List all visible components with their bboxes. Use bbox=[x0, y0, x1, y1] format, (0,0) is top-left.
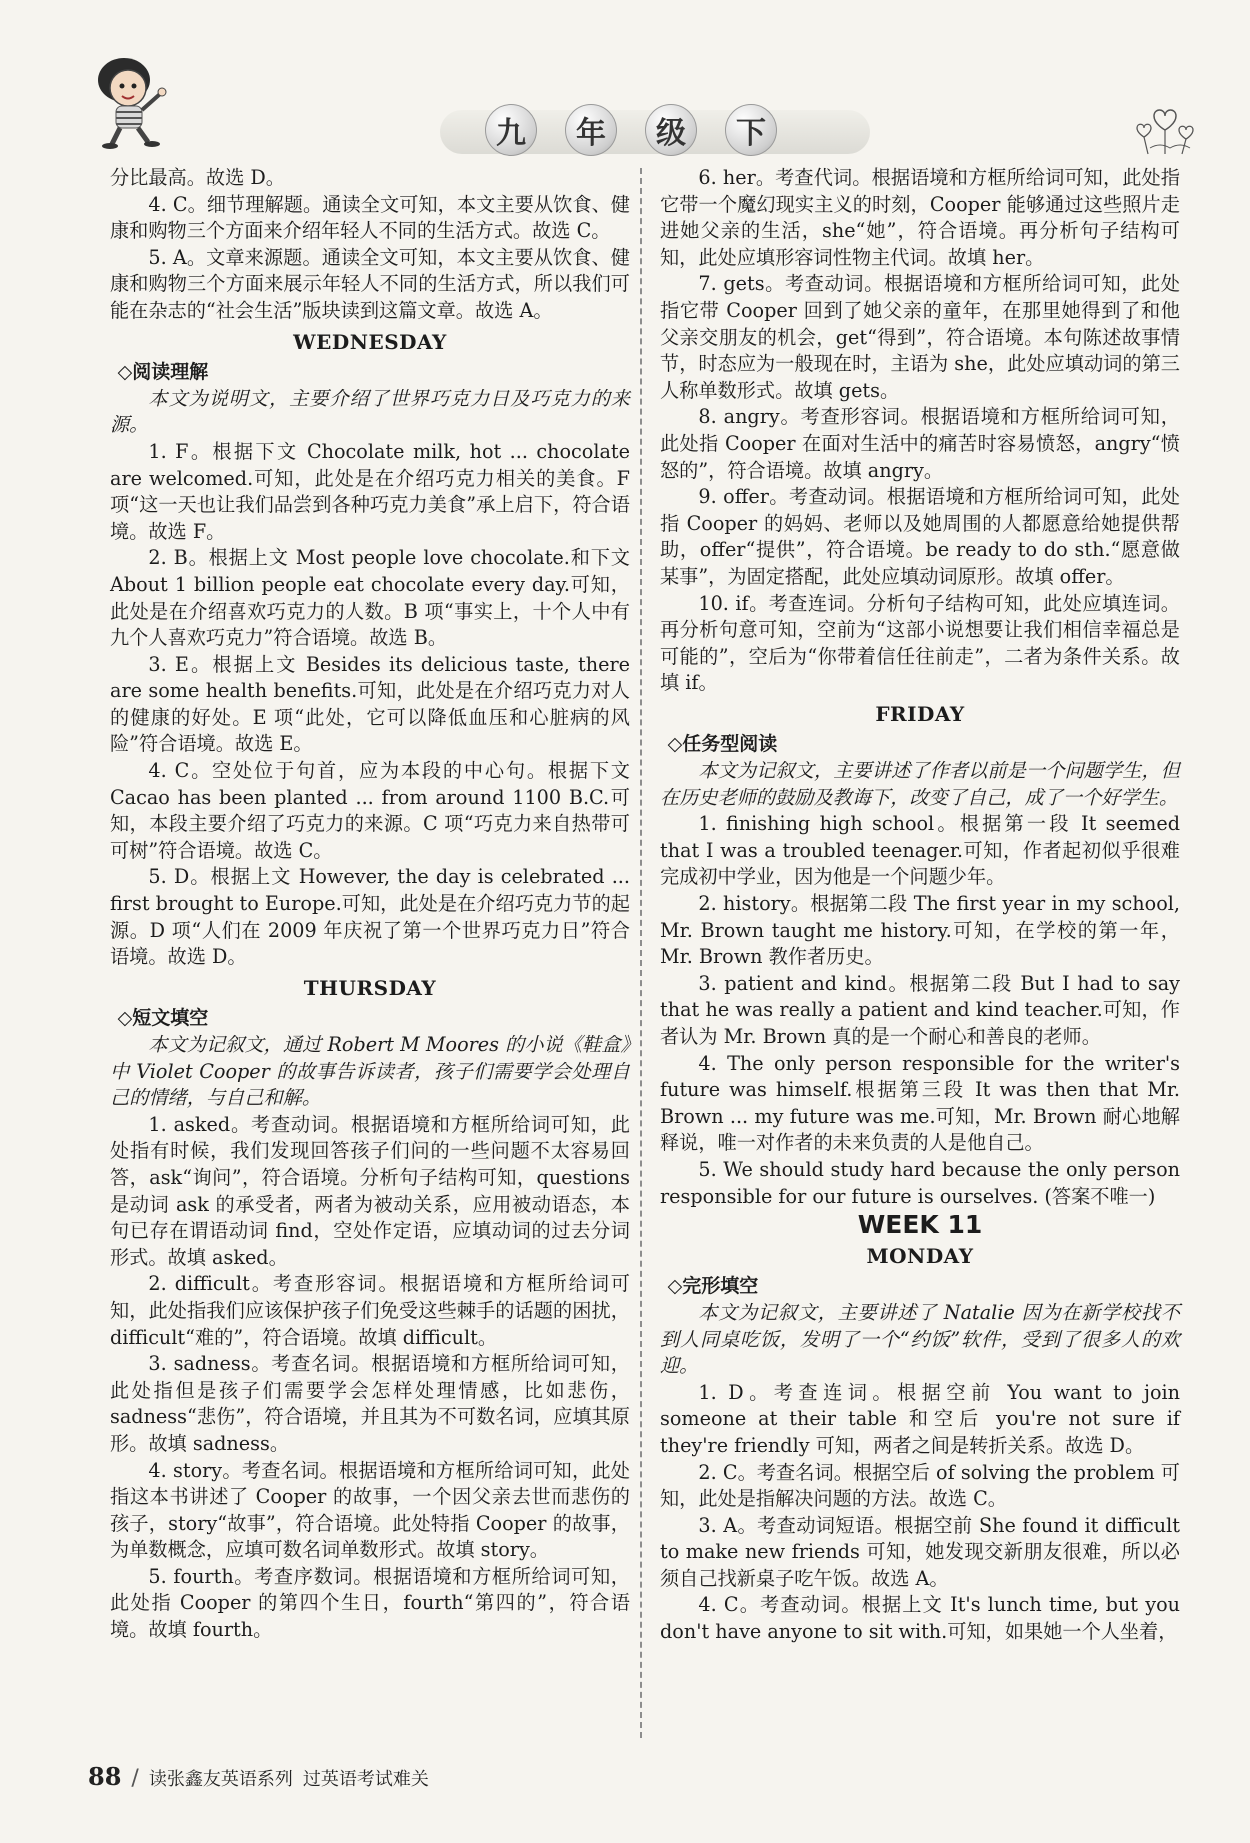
grade-char-3: 级 bbox=[645, 104, 697, 156]
section-heading: ◇任务型阅读 bbox=[667, 733, 778, 756]
passage-intro: 本文为记叙文，主要讲述了 Natalie 因为在新学校找不到人同桌吃饭，发明了一个“约饭”软件，受到了很多人的欢迎。 bbox=[660, 1300, 1180, 1378]
answer-item: 4. The only person responsible for the writer's future was himself.根据第三段 It was then that Mr. Brown ... my future was me.可知，Mr. Brown 耐心地解释说，唯一对作者的未来负责的人是他自己。 bbox=[660, 1051, 1180, 1155]
section-heading: ◇阅读理解 bbox=[117, 361, 209, 384]
answer-item: 3. patient and kind。根据第二段 But I had to say that he was really a patient and kind teacher.可知，作者认为 Mr. Brown 真的是一个耐心和善良的老师。 bbox=[660, 971, 1180, 1048]
answer-item: 5. fourth。考查序数词。根据语境和方框所给词可知，此处指 Cooper 的第四个生日，fourth“第四的”，符合语境。故填 fourth。 bbox=[110, 1564, 630, 1642]
answer-item: 1. F。根据下文 Chocolate milk, hot ... chocolate are welcomed.可知，此处是在介绍巧克力相关的美食。F 项“这一天也让我们品尝到各种巧克力美食”承上启下，符合语境。故选 F。 bbox=[110, 439, 630, 543]
answer-item: 9. offer。考查动词。根据语境和方框所给词可知，此处指 Cooper 的妈妈、老师以及她周围的人都愿意给她提供帮助，offer“提供”，符合语境。be ready to do sth.“愿意做某事”，为固定搭配，此处应填动词原形。故填 offer。 bbox=[660, 485, 1180, 588]
grade-char-2: 年 bbox=[565, 104, 617, 156]
passage-intro: 本文为记叙文，主要讲述了作者以前是一个问题学生，但在历史老师的鼓励及教诲下，改变了自己，成了一个好学生。 bbox=[660, 759, 1180, 809]
answer-item: 7. gets。考查动词。根据语境和方框所给词可知，此处指它带 Cooper 回到了她父亲的童年，在那里她得到了和他父亲交朋友的机会，get“得到”，符合语境。本句陈述故事情节，时态应为一般现在时，主语为 she，此处应填动词的第三人称单数形式。故填 gets。 bbox=[660, 272, 1180, 402]
answer-item: 3. E。根据上文 Besides its delicious taste, there are some health benefits.可知，此处是在介绍巧克力对人的健康的好处。E 项“此处，它可以降低血压和心脏病的风险”符合语境。故选 E。 bbox=[110, 652, 630, 756]
answer-item: 4. C。空处位于句首，应为本段的中心句。根据下文 Cacao has been planted ... from around 1100 B.C.可知，本段主要介绍了巧克力的来源。C 项“巧克力来自热带可可树”符合语境。故选 C。 bbox=[110, 759, 630, 862]
right-column bbox=[660, 165, 1180, 1646]
answer-item: 4. story。考查名词。根据语境和方框所给词可知，此处指这本书讲述了 Cooper 的故事，一个因父亲去世而悲伤的孩子，story“故事”，符合语境。此处特指 Cooper 的故事，为单数概念，应填可数名词单数形式。故填 story。 bbox=[110, 1458, 630, 1562]
passage-intro: 本文为说明文，主要介绍了世界巧克力日及巧克力的来源。 bbox=[110, 386, 630, 437]
grade-char-1: 九 bbox=[485, 104, 537, 156]
paragraph: 4. C。细节理解题。通读全文可知，本文主要从饮食、健康和购物三个方面来介绍年轻人不同的生活方式。故选 C。 bbox=[110, 192, 630, 243]
day-heading-thursday: THURSDAY bbox=[303, 975, 437, 1000]
answer-item: 2. B。根据上文 Most people love chocolate.和下文 About 1 billion people eat chocolate every day.可知，此处是在介绍喜欢巧克力的人数。B 项“事实上，十个人中有九个人喜欢巧克力”符合语境。故选 B。 bbox=[110, 546, 630, 650]
column-divider bbox=[640, 168, 642, 1738]
series-title: 读张鑫友英语系列 bbox=[148, 1769, 293, 1790]
answer-item: 1. finishing high school。根据第一段 It seemed that I was a troubled teenager.可知，作者起初似乎很难完成初中学业，因为他是一个问题少年。 bbox=[660, 812, 1180, 889]
answer-item: 1. D。考查连词。根据空前 You want to join someone at their table 和空后 you're not sure if they're friendly 可知，两者之间是转折关系。故选 D。 bbox=[660, 1380, 1180, 1457]
day-heading-friday: FRIDAY bbox=[875, 701, 965, 726]
answer-item: 3. A。考查动词短语。根据空前 She found it difficult to make new friends 可知，她发现交新朋友很难，所以必须自己找新桌子吃午饭。故选 A。 bbox=[660, 1513, 1180, 1590]
answer-item: 3. sadness。考查名词。根据语境和方框所给词可知，此处指但是孩子们需要学会怎样处理情感，比如悲伤，sadness“悲伤”，符合语境，并且其为不可数名词，应填其原形。故填 sadness。 bbox=[110, 1352, 630, 1455]
answer-item: 1. asked。考查动词。根据语境和方框所给词可知，此处指有时候，我们发现回答孩子们问的一些问题不太容易回答，ask“询问”，符合语境。分析句子结构可知，questions 是动词 ask 的承受者，两者为被动关系，应用被动语态，本句已存在谓语动词 find，空处作定语，应填动词的过去分词形式。故填 asked。 bbox=[110, 1112, 630, 1269]
answer-item: 8. angry。考查形容词。根据语境和方框所给词可知，此处指 Cooper 在面对生活中的痛苦时容易愤怒，angry“愤怒的”，符合语境。故填 angry。 bbox=[660, 405, 1180, 482]
answer-item: 10. if。考查连词。分析句子结构可知，此处应填连词。再分析句意可知，空前为“这部小说想要让我们相信幸福总是可能的”，空后为“你带着信任往前走”，二者为条件关系。故填 if。 bbox=[660, 591, 1180, 695]
answer-item: 6. her。考查代词。根据语境和方框所给词可知，此处指它带一个魔幻现实主义的时刻，Cooper 能够通过这些照片走进她父亲的生活，she“她”，符合语境。再分析句子结构可知，此处应填形容词性物主代词。故填 her。 bbox=[660, 166, 1180, 269]
passage-intro: 本文为记叙文，通过 Robert M Moores 的小说《鞋盒》中 Violet Cooper 的故事告诉读者，孩子们需要学会处理自己的情绪，与自己和解。 bbox=[110, 1033, 630, 1110]
footer-divider: / bbox=[131, 1766, 139, 1791]
week-heading: WEEK 11 bbox=[857, 1210, 983, 1240]
answer-item: 2. difficult。考查形容词。根据语境和方框所给词可知，此处指我们应该保护孩子们免受这些棘手的话题的困扰，difficult“难的”，符合语境。故填 difficult。 bbox=[110, 1272, 630, 1349]
left-column bbox=[110, 165, 630, 1644]
grade-char-4: 下 bbox=[725, 104, 777, 156]
page-number: 88 bbox=[88, 1762, 122, 1791]
answer-item: 5. D。根据上文 However, the day is celebrated ... first brought to Europe.可知，此处是在介绍巧克力节的起源。D 项“人们在 2009 年庆祝了第一个世界巧克力日”符合语境。故选 D。 bbox=[110, 865, 630, 969]
cartoon-boy-icon bbox=[82, 50, 182, 150]
day-heading-wednesday: WEDNESDAY bbox=[293, 329, 447, 354]
page-header bbox=[0, 0, 1250, 165]
page-footer bbox=[88, 1762, 429, 1802]
answer-item: 4. C。考查动词。根据上文 It's lunch time, but you don't have anyone to sit with.可知，如果她一个人坐着， bbox=[660, 1593, 1180, 1644]
series-subtitle: 过英语考试难关 bbox=[302, 1769, 429, 1790]
answer-item: 2. history。根据第二段 The first year in my school, Mr. Brown taught me history.可知，在学校的第一年，Mr. Brown 教作者历史。 bbox=[660, 892, 1180, 969]
section-heading: ◇短文填空 bbox=[117, 1007, 209, 1030]
answer-item: 2. C。考查名词。根据空后 of solving the problem 可知，此处是指解决问题的方法。故选 C。 bbox=[660, 1460, 1180, 1511]
answer-item: 5. We should study hard because the only person responsible for our future is ourselves. (答案不唯一) bbox=[660, 1157, 1180, 1208]
paragraph: 5. A。文章来源题。通读全文可知，本文主要从饮食、健康和购物三个方面来展示年轻人不同的生活方式，所以我们可能在杂志的“社会生活”版块读到这篇文章。故选 A。 bbox=[110, 245, 630, 322]
day-heading-monday: MONDAY bbox=[866, 1243, 974, 1268]
paragraph: 分比最高。故选 D。 bbox=[110, 166, 285, 189]
section-heading: ◇完形填空 bbox=[667, 1275, 759, 1298]
hearts-icon bbox=[1130, 98, 1200, 158]
